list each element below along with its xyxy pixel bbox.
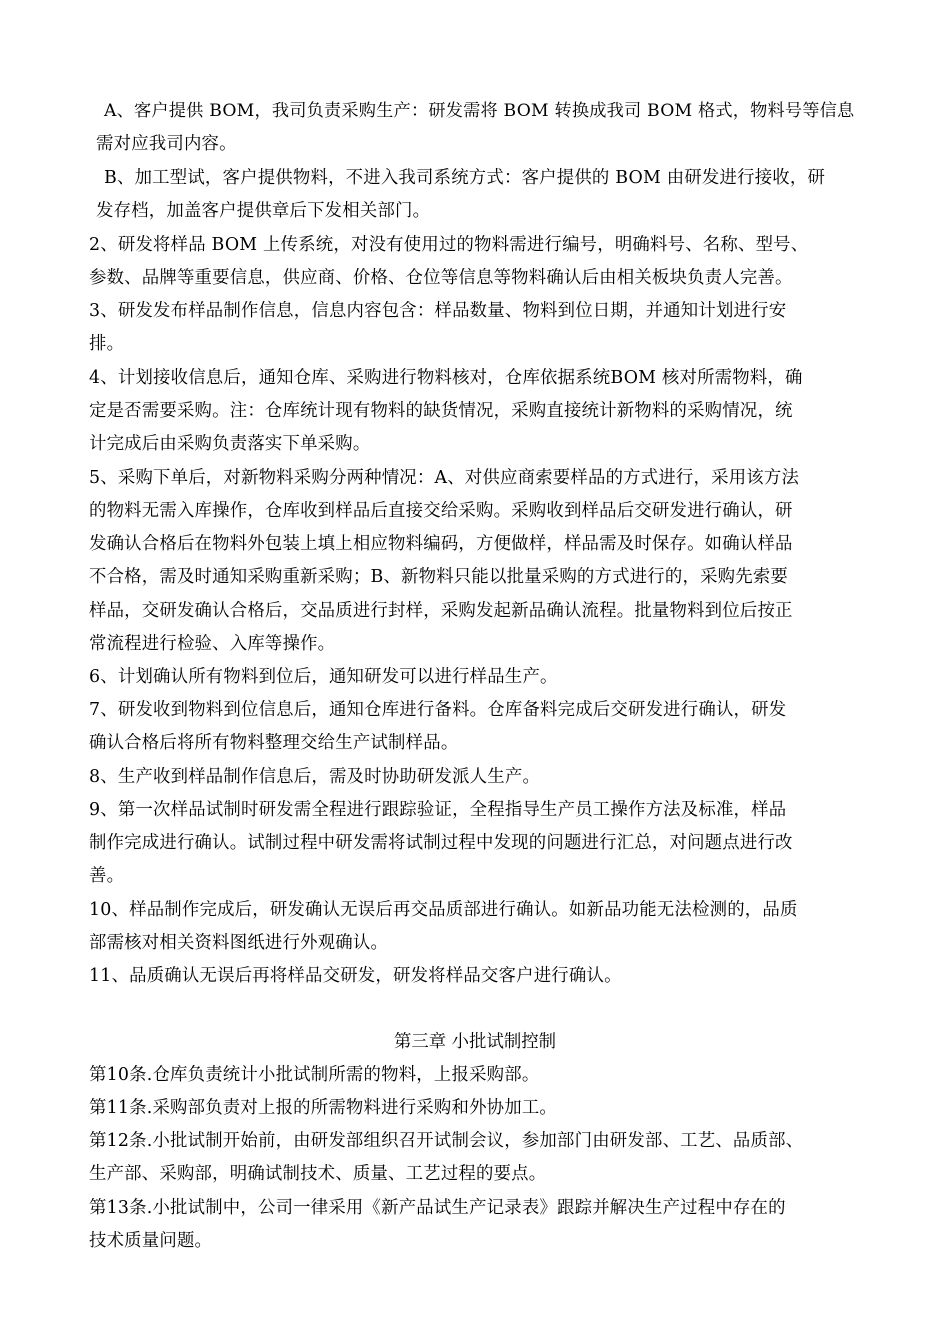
item6-line1: 6、计划确认所有物料到位后，通知研发可以进行样品生产。 bbox=[89, 667, 558, 687]
article13-line2: 技术质量问题。 bbox=[89, 1231, 213, 1251]
item4-line1: 4、计划接收信息后，通知仓库、采购进行物料核对，仓库依据系统BOM 核对所需物料，确 bbox=[89, 368, 803, 388]
item10-line2: 部需核对相关资料图纸进行外观确认。 bbox=[89, 933, 389, 953]
item3-line2: 排。 bbox=[89, 334, 125, 354]
item9-line3: 善。 bbox=[89, 866, 125, 886]
item5-line3: 发确认合格后在物料外包装上填上相应物料编码，方便做样，样品需及时保存。如确认样品 bbox=[89, 534, 793, 554]
item5-line6: 常流程进行检验、入库等操作。 bbox=[89, 634, 336, 654]
item2-line1: 2、研发将样品 BOM 上传系统，对没有使用过的物料需进行编号，明确料号、名称、型号、 bbox=[89, 235, 809, 255]
item5-line2: 的物料无需入库操作，仓库收到样品后直接交给采购。采购收到样品后交研发进行确认，研 bbox=[89, 501, 793, 521]
item9-line2: 制作完成进行确认。试制过程中研发需将试制过程中发现的问题进行汇总，对问题点进行改 bbox=[89, 833, 793, 853]
article11-line1: 第11条.采购部负责对上报的所需物料进行采购和外协加工。 bbox=[89, 1098, 558, 1118]
item4-line2: 定是否需要采购。注：仓库统计现有物料的缺货情况，采购直接统计新物料的采购情况，统 bbox=[89, 401, 793, 421]
article12-line1: 第12条.小批试制开始前，由研发部组织召开试制会议，参加部门由研发部、工艺、品质部、 bbox=[89, 1131, 804, 1151]
item5-line4: 不合格，需及时通知采购重新采购；B、新物料只能以批量采购的方式进行的，采购先索要 bbox=[89, 567, 789, 587]
item1-a-line2: 需对应我司内容。 bbox=[96, 134, 237, 154]
item4-line3: 计完成后由采购负责落实下单采购。 bbox=[89, 434, 371, 454]
item1-a-line1: A、客户提供 BOM，我司负责采购生产：研发需将 BOM 转换成我司 BOM 格式，物料号等信息 bbox=[104, 101, 855, 121]
item7-line2: 确认合格后将所有物料整理交给生产试制样品。 bbox=[89, 733, 459, 753]
item10-line1: 10、样品制作完成后，研发确认无误后再交品质部进行确认。如新品功能无法检测的，品质 bbox=[89, 900, 798, 920]
item1-b-line1: B、加工型试，客户提供物料，不进入我司系统方式：客户提供的 BOM 由研发进行接收，研 bbox=[104, 168, 826, 188]
item9-line1: 9、第一次样品试制时研发需全程进行跟踪验证，全程指导生产员工操作方法及标准，样品 bbox=[89, 800, 787, 820]
item8-line1: 8、生产收到样品制作信息后，需及时协助研发派人生产。 bbox=[89, 767, 541, 787]
item7-line1: 7、研发收到物料到位信息后，通知仓库进行备料。仓库备料完成后交研发进行确认，研发 bbox=[89, 700, 787, 720]
item3-line1: 3、研发发布样品制作信息，信息内容包含：样品数量、物料到位日期，并通知计划进行安 bbox=[89, 301, 787, 321]
article12-line2: 生产部、采购部，明确试制技术、质量、工艺过程的要点。 bbox=[89, 1164, 547, 1184]
item11-line1: 11、品质确认无误后再将样品交研发，研发将样品交客户进行确认。 bbox=[89, 966, 622, 986]
article10-line1: 第10条.仓库负责统计小批试制所需的物料，上报采购部。 bbox=[89, 1065, 540, 1085]
item2-line2: 参数、品牌等重要信息，供应商、价格、仓位等信息等物料确认后由相关板块负责人完善。 bbox=[89, 268, 793, 288]
item5-line5: 样品，交研发确认合格后，交品质进行封样，采购发起新品确认流程。批量物料到位后按正 bbox=[89, 601, 793, 621]
item1-b-line2: 发存档，加盖客户提供章后下发相关部门。 bbox=[96, 201, 431, 221]
item5-line1: 5、采购下单后，对新物料采购分两种情况：A、对供应商索要样品的方式进行，采用该方法 bbox=[89, 468, 800, 488]
chapter3-title: 第三章 小批试制控制 bbox=[393, 1032, 557, 1052]
article13-line1: 第13条.小批试制中，公司一律采用《新产品试生产记录表》跟踪并解决生产过程中存在的 bbox=[89, 1198, 786, 1218]
